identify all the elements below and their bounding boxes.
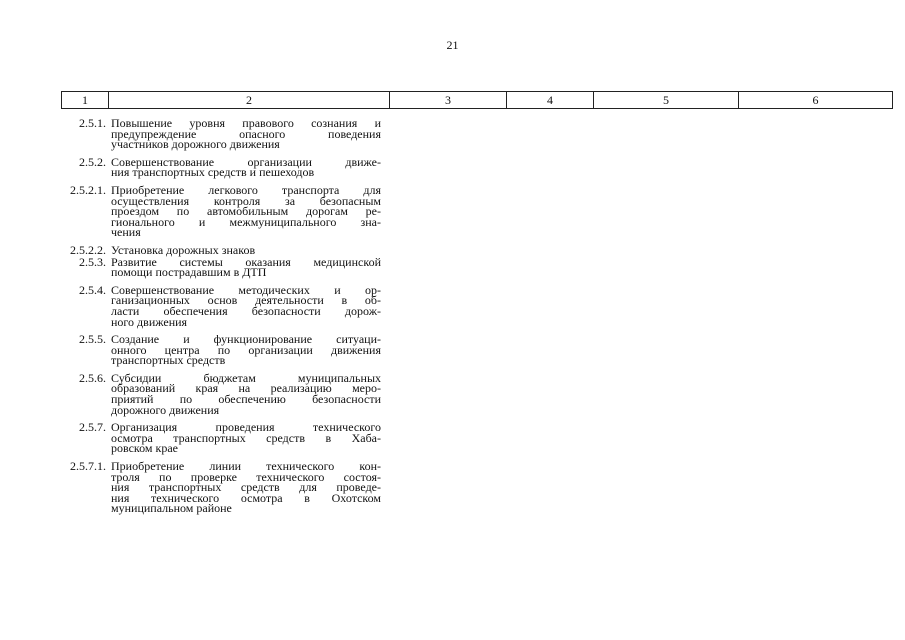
row-description-line: предупреждение опасного поведения <box>111 126 381 141</box>
row-description-line: ласти обеспечения безопасности дорож- <box>111 303 381 318</box>
table-row <box>56 254 396 280</box>
row-number: 2.5.4. <box>79 282 106 297</box>
row-description-line: помощи пострадавшим в ДТП <box>111 265 267 280</box>
row-number: 2.5.5. <box>79 332 106 347</box>
row-number: 2.5.1. <box>79 116 106 130</box>
table-row <box>56 242 396 257</box>
row-description-line: Приобретение линии технического кон- <box>111 459 381 474</box>
row-description-line: осуществления контроля за безопасным <box>111 193 381 208</box>
page-number: 21 <box>446 38 459 52</box>
table-row <box>56 461 396 514</box>
row-description-line: Совершенствование методических и ор- <box>111 282 381 297</box>
row-description-line: Развитие системы оказания медицинской <box>111 254 381 269</box>
row-number: 2.5.2. <box>79 154 106 169</box>
row-number: 2.5.2.1. <box>70 182 106 197</box>
row-description-line: Субсидии бюджетам муниципальных <box>111 370 381 385</box>
table-row <box>56 118 396 150</box>
row-description-line: транспортных средств <box>111 353 226 368</box>
row-description-line: Установка дорожных знаков <box>111 242 256 257</box>
row-description <box>111 461 381 514</box>
table-row <box>56 334 396 366</box>
row-description-line: ганизационных основ деятельности в об- <box>111 293 381 308</box>
row-description-line: приятий по обеспечению безопасности <box>111 392 381 407</box>
row-description <box>111 118 381 150</box>
header-col-2: 2 <box>109 92 390 108</box>
row-description-line: Совершенствование организации движе- <box>111 154 381 169</box>
row-description-line: гионального и межмуниципального зна- <box>111 214 381 229</box>
row-description <box>111 334 381 366</box>
row-description-line: ровском крае <box>111 441 178 456</box>
row-description-line: ния технического осмотра в Охотском <box>111 490 381 505</box>
header-col-1: 1 <box>62 92 109 108</box>
table-row <box>56 182 396 240</box>
row-description-line: ного движения <box>111 314 188 329</box>
row-description-line: онного центра по организации движения <box>111 342 381 357</box>
row-description <box>111 370 381 417</box>
table-header <box>61 91 893 109</box>
table-body <box>56 118 396 521</box>
row-description <box>111 182 381 240</box>
row-description-line: троля по проверке технического состоя- <box>111 469 381 484</box>
row-description-line: ния транспортных средств и пешеходов <box>111 165 315 180</box>
row-description-line: муниципальном районе <box>111 501 232 516</box>
row-description <box>111 282 381 329</box>
row-description-line: дорожного движения <box>111 402 220 417</box>
header-col-3: 3 <box>390 92 507 108</box>
row-description <box>111 422 381 454</box>
row-number: 2.5.2.2. <box>70 242 106 257</box>
row-description <box>111 242 381 257</box>
header-col-4: 4 <box>507 92 594 108</box>
table-row <box>56 422 396 454</box>
row-description-line: Повышение уровня правового сознания и <box>111 116 381 130</box>
row-description-line: образований края на реализацию меро- <box>111 381 381 396</box>
table-row <box>56 370 396 417</box>
row-description <box>111 254 381 280</box>
row-description <box>111 154 381 180</box>
header-col-5: 5 <box>594 92 739 108</box>
row-description-line: проездом по автомобильным дорогам ре- <box>111 204 381 219</box>
row-description-line: Приобретение легкового транспорта для <box>111 182 381 197</box>
table-row <box>56 282 396 329</box>
row-number: 2.5.3. <box>79 254 106 269</box>
header-col-6: 6 <box>812 93 819 107</box>
row-description-line: Создание и функционирование ситуаци- <box>111 332 381 347</box>
row-description-line: участников дорожного движения <box>111 137 280 152</box>
row-description-line: чения <box>111 225 141 240</box>
row-number: 2.5.7. <box>79 420 106 435</box>
row-number: 2.5.6. <box>79 370 106 385</box>
table-row <box>56 154 396 180</box>
row-description-line: Организация проведения технического <box>111 420 381 435</box>
row-number: 2.5.7.1. <box>70 459 106 474</box>
row-description-line: осмотра транспортных средств в Хаба- <box>111 430 381 445</box>
row-description-line: ния транспортных средств для проведе- <box>111 480 381 495</box>
